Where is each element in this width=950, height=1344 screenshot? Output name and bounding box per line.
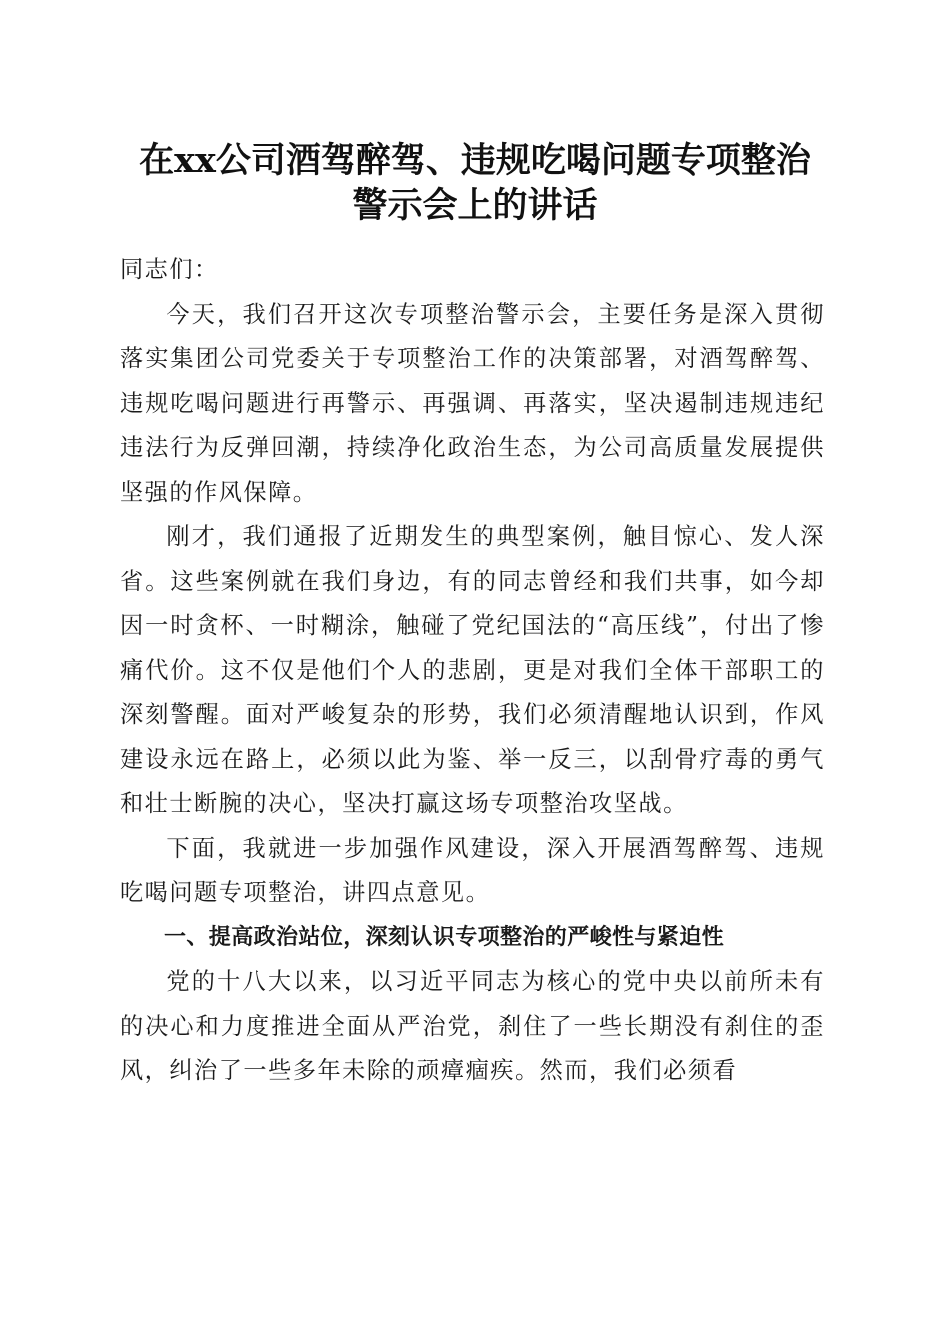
document-body bbox=[120, 248, 825, 1094]
paragraph-section-1: 党的十八大以来，以习近平同志为核心的党中央以前所未有的决心和力度推进全面从严治党，刹住了一些长期没有刹住的歪风，纠治了一些多年未除的顽瘴痼疾。然而，我们必须看 bbox=[120, 968, 825, 1084]
document-title-line-2: 警示会上的讲话 bbox=[352, 185, 598, 226]
section-heading-1: 一、提高政治站位，深刻认识专项整治的严峻性与紧迫性 bbox=[164, 924, 725, 950]
paragraph-outline: 下面，我就进一步加强作风建设，深入开展酒驾醉驾、违规吃喝问题专项整治，讲四点意见。 bbox=[120, 834, 825, 906]
paragraph-cases: 刚才，我们通报了近期发生的典型案例，触目惊心、发人深省。这些案例就在我们身边，有的同志曾经和我们共事，如今却因一时贪杯、一时糊涂，触碰了党纪国法的“高压线”，付出了惨痛代价。这不仅是他们个人的悲剧，更是对我们全体干部职工的深刻警醒。面对严峻复杂的形势，我们必须清醒地认识到，作风建设永远在路上，必须以此为鉴、举一反三，以刮骨疗毒的勇气和壮士断腕的决心，坚决打赢这场专项整治攻坚战。 bbox=[120, 523, 825, 817]
paragraph-intro: 今天，我们召开这次专项整治警示会，主要任务是深入贯彻落实集团公司党委关于专项整治工作的决策部署，对酒驾醉驾、违规吃喝问题进行再警示、再强调、再落实，坚决遏制违规违纪违法行为反弹回潮，持续净化政治生态，为公司高质量发展提供坚强的作风保障。 bbox=[120, 300, 825, 506]
document-title-line-1: 在xx公司酒驾醉驾、违规吃喝问题专项整治 bbox=[139, 140, 811, 181]
salutation: 同志们： bbox=[120, 256, 219, 283]
